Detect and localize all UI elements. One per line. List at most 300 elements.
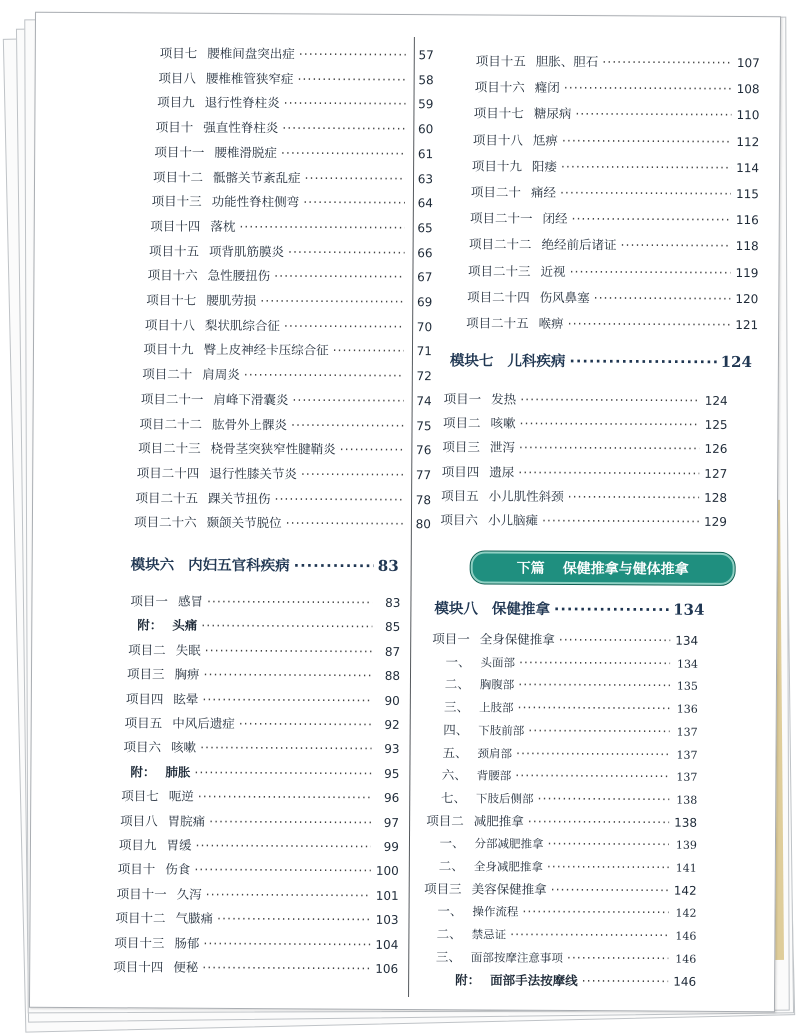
- leader-dots: [281, 145, 405, 161]
- entry-code: 项目二: [426, 812, 464, 828]
- leader-dots: [594, 290, 731, 306]
- entry-code: 项目十八: [472, 132, 523, 148]
- toc-entry[interactable]: [455, 970, 696, 993]
- entry-page: 110: [736, 108, 760, 123]
- module-title: 保健推拿: [491, 601, 550, 618]
- entry-page: 104: [375, 937, 399, 952]
- entry-title: 下肢后侧部: [476, 791, 534, 806]
- entry-title: 面部手法按摩线: [490, 972, 578, 988]
- toc-entry[interactable]: [468, 261, 759, 285]
- entry-page: 112: [736, 134, 760, 149]
- entry-title: 下肢前部: [478, 723, 525, 738]
- toc-entry[interactable]: [440, 510, 727, 534]
- toc-entry[interactable]: [121, 786, 399, 810]
- entry-page: 92: [384, 717, 400, 732]
- entry-title: 绝经前后诸证: [541, 237, 617, 253]
- module-heading[interactable]: [450, 349, 752, 379]
- toc-entry[interactable]: [127, 664, 400, 688]
- entry-title: 臀上皮神经卡压综合征: [203, 342, 329, 358]
- entry-page: 134: [675, 633, 699, 648]
- entry-code: 项目十六: [474, 79, 525, 95]
- toc-entry[interactable]: [117, 884, 399, 908]
- entry-page: 99: [383, 839, 399, 854]
- toc-entry[interactable]: [445, 675, 698, 699]
- entry-code: 项目三: [442, 439, 480, 455]
- toc-entry[interactable]: [158, 68, 433, 92]
- entry-page: 137: [676, 725, 698, 739]
- entry-title: 头痛: [172, 617, 198, 634]
- leader-dots: [602, 54, 732, 70]
- entry-page: 137: [676, 748, 698, 762]
- entry-page: 108: [736, 82, 760, 97]
- toc-entry[interactable]: [437, 902, 696, 926]
- entry-page: 80: [415, 517, 431, 532]
- entry-page: 126: [704, 442, 728, 457]
- leader-dots: [519, 654, 670, 670]
- entry-title: 禁忌证: [471, 927, 507, 942]
- leader-dots: [559, 632, 671, 648]
- leader-dots: [194, 765, 371, 781]
- toc-entry[interactable]: [137, 463, 432, 487]
- toc-entry[interactable]: [442, 438, 727, 462]
- leader-dots: [303, 195, 405, 211]
- entry-page: 100: [375, 864, 399, 879]
- entry-code: 一、: [445, 653, 471, 670]
- entry-code: 五、: [442, 744, 468, 760]
- entry-title: 胃缓: [166, 837, 192, 853]
- entry-title: 肠郁: [174, 935, 200, 951]
- banner-title: 保健推拿与健体推拿: [562, 560, 689, 578]
- entry-code: 项目二十一: [140, 391, 204, 407]
- entry-page: 119: [735, 265, 759, 280]
- entry-title: 操作流程: [472, 904, 519, 920]
- toc-left-column: [36, 13, 434, 976]
- entry-code: 二、: [438, 858, 464, 874]
- leader-dots: [528, 723, 669, 739]
- toc-entry[interactable]: [469, 235, 759, 259]
- entry-page: 118: [735, 239, 759, 254]
- entry-code: 项目十六: [147, 267, 198, 284]
- entry-page: 67: [417, 270, 433, 285]
- entry-page: 75: [416, 418, 432, 433]
- module-heading[interactable]: [434, 597, 704, 627]
- entry-title: 咳嗽: [171, 739, 197, 756]
- entry-code: 项目二: [442, 415, 481, 431]
- entry-title: 背腰部: [476, 768, 512, 783]
- leader-dots: [548, 836, 669, 852]
- toc-entry[interactable]: [160, 43, 434, 67]
- entry-code: 项目九: [118, 837, 157, 853]
- entry-title: 中风后遗症: [172, 715, 235, 731]
- entry-code: 二、: [444, 676, 470, 692]
- entry-title: 尪痹: [532, 132, 558, 148]
- entry-code: 项目十四: [150, 218, 201, 234]
- entry-title: 痛经: [530, 184, 557, 200]
- entry-title: 全身保健推拿: [479, 631, 555, 647]
- toc-entry[interactable]: [152, 192, 433, 216]
- leader-dots: [571, 211, 730, 227]
- entry-code: 项目二十一: [469, 210, 533, 226]
- leader-dots: [297, 71, 405, 87]
- leader-dots: [244, 367, 404, 383]
- entry-title: 骶髂关节紊乱症: [213, 169, 301, 185]
- entry-code: 项目十九: [143, 341, 194, 358]
- toc-entry[interactable]: [125, 713, 400, 737]
- toc-entry[interactable]: [114, 933, 398, 957]
- entry-code: 附：: [130, 764, 156, 780]
- entry-code: 二、: [436, 926, 462, 942]
- leader-dots: [274, 491, 403, 507]
- leader-dots: [239, 716, 372, 732]
- entry-code: 项目三: [424, 880, 462, 897]
- entry-page: 138: [674, 815, 698, 830]
- entry-page: 72: [416, 369, 432, 384]
- toc-entry[interactable]: [149, 241, 433, 265]
- entry-page: 146: [675, 952, 697, 966]
- module-page: 124: [720, 352, 752, 372]
- toc-entry[interactable]: [439, 834, 697, 858]
- entry-title: 胸痹: [174, 666, 200, 682]
- leader-dots: [538, 791, 670, 807]
- entry-code: 项目六: [123, 739, 162, 755]
- entry-code: 项目二十五: [135, 489, 199, 506]
- leader-dots: [284, 96, 406, 112]
- entry-title: 伤食: [165, 861, 191, 878]
- entry-title: 上肢部: [478, 700, 514, 715]
- entry-code: 项目二十五: [466, 315, 529, 331]
- leader-dots: [294, 558, 374, 574]
- leader-dots: [551, 882, 669, 898]
- toc-entry[interactable]: [442, 462, 728, 486]
- toc-entry[interactable]: [442, 743, 697, 767]
- toc-entry[interactable]: [138, 439, 431, 463]
- entry-title: 桡骨茎突狭窄性腱鞘炎: [210, 440, 336, 457]
- leader-dots: [547, 859, 669, 875]
- leader-dots: [282, 120, 405, 136]
- entry-page: 146: [673, 974, 697, 989]
- leader-dots: [568, 489, 700, 505]
- toc-entry[interactable]: [141, 389, 432, 413]
- entry-title: 胆胀、胆石: [535, 53, 599, 70]
- toc-entry[interactable]: [142, 364, 432, 388]
- toc-entry[interactable]: [472, 156, 759, 180]
- entry-page: 78: [415, 492, 432, 507]
- toc-entry[interactable]: [156, 118, 434, 142]
- entry-page: 65: [417, 220, 433, 236]
- leader-dots: [286, 516, 403, 532]
- entry-page: 63: [417, 171, 434, 186]
- entry-page: 85: [384, 620, 401, 635]
- entry-title: 胸腹部: [479, 677, 515, 693]
- entry-title: 癃闭: [534, 79, 560, 96]
- toc-entry[interactable]: [130, 591, 400, 615]
- leader-dots: [200, 740, 372, 756]
- toc-entry[interactable]: [466, 313, 758, 337]
- leader-dots: [195, 838, 371, 854]
- entry-page: 127: [704, 466, 728, 481]
- toc-entry[interactable]: [442, 765, 698, 789]
- leader-dots: [205, 643, 373, 659]
- leader-dots: [291, 417, 404, 433]
- entry-code: 附：: [455, 971, 481, 987]
- entry-page: 57: [418, 48, 434, 63]
- entry-page: 114: [736, 160, 760, 175]
- entry-title: 全身减肥推拿: [473, 859, 543, 874]
- toc-entry[interactable]: [426, 811, 697, 835]
- module-title: 内妇五官科疾病: [188, 557, 290, 575]
- entry-title: 小儿脑瘫: [487, 512, 539, 528]
- entry-title: 便秘: [173, 959, 199, 975]
- banner-part: 下篇: [516, 560, 545, 577]
- entry-title: 遗尿: [489, 464, 515, 480]
- entry-page: 129: [703, 514, 727, 529]
- leader-dots: [516, 745, 670, 761]
- entry-title: 美容保健推拿: [471, 881, 547, 897]
- toc-entry[interactable]: [441, 788, 697, 812]
- entry-page: 58: [418, 72, 434, 87]
- entry-title: 感冒: [177, 593, 204, 609]
- leader-dots: [202, 691, 372, 707]
- toc-entry[interactable]: [128, 640, 400, 664]
- entry-code: 项目十三: [151, 193, 202, 209]
- toc-entry[interactable]: [444, 697, 698, 721]
- entry-page: 139: [675, 838, 697, 853]
- entry-code: 项目十五: [475, 53, 526, 69]
- entry-code: 项目一: [432, 631, 470, 647]
- toc-entry[interactable]: [436, 947, 697, 971]
- toc-entry[interactable]: [157, 93, 434, 117]
- entry-code: 项目二: [128, 642, 166, 658]
- leader-dots: [274, 268, 404, 284]
- toc-entry[interactable]: [126, 689, 400, 713]
- entry-title: 退行性膝关节炎: [209, 465, 297, 482]
- entry-title: 糖尿病: [533, 106, 572, 122]
- entry-page: 74: [416, 393, 432, 408]
- entry-title: 发热: [491, 391, 517, 407]
- entry-page: 70: [416, 319, 433, 334]
- leader-dots: [206, 887, 371, 903]
- toc-entry[interactable]: [470, 209, 759, 233]
- toc-entry[interactable]: [153, 167, 433, 191]
- entry-code: 一、: [439, 835, 465, 851]
- entry-title: 腰椎滑脱症: [214, 144, 277, 161]
- entry-page: 128: [704, 490, 728, 505]
- entry-code: 项目二十二: [468, 236, 532, 253]
- entry-page: 77: [415, 467, 432, 483]
- entry-code: 项目十一: [116, 886, 167, 902]
- leader-dots: [207, 594, 373, 610]
- entry-code: 项目一: [130, 593, 169, 609]
- entry-title: 小儿肌性斜颈: [488, 488, 564, 504]
- leader-dots: [202, 960, 370, 976]
- toc-entry[interactable]: [150, 216, 433, 240]
- entry-code: 项目八: [120, 812, 158, 829]
- entry-title: 减肥推拿: [473, 813, 524, 829]
- entry-page: 96: [383, 791, 400, 806]
- entry-page: 83: [385, 595, 401, 610]
- toc-entry[interactable]: [437, 924, 697, 948]
- entry-title: 功能性脊柱侧弯: [211, 194, 300, 210]
- entry-code: 六、: [441, 767, 467, 783]
- entry-page: 69: [416, 295, 433, 310]
- entry-page: 138: [676, 793, 698, 807]
- toc-entry[interactable]: [146, 290, 432, 314]
- entry-code: 项目十二: [115, 910, 166, 926]
- entry-page: 107: [736, 56, 760, 71]
- entry-code: 项目四: [441, 463, 480, 480]
- entry-title: 阳痿: [531, 158, 557, 174]
- module-page: 83: [377, 556, 399, 575]
- leader-dots: [194, 862, 371, 878]
- toc-entry[interactable]: [441, 486, 727, 510]
- toc-entry[interactable]: [139, 414, 431, 438]
- leader-dots: [561, 159, 731, 175]
- entry-page: 93: [384, 742, 400, 757]
- leader-dots: [260, 293, 404, 309]
- leader-dots: [201, 618, 372, 634]
- entry-code: 项目四: [125, 690, 164, 707]
- entry-title: 咳嗽: [490, 415, 516, 431]
- leader-dots: [510, 927, 668, 943]
- entry-page: 121: [735, 318, 759, 333]
- leader-dots: [520, 416, 700, 432]
- entry-code: 项目十八: [144, 317, 195, 333]
- entry-code: 项目二十: [142, 366, 193, 382]
- entry-page: 146: [675, 929, 697, 943]
- leader-dots: [517, 700, 669, 716]
- entry-page: 135: [676, 680, 698, 694]
- toc-entry[interactable]: [154, 142, 433, 166]
- toc-entry[interactable]: [445, 652, 698, 676]
- toc-entry[interactable]: [471, 182, 759, 206]
- entry-code: 项目十二: [152, 168, 204, 185]
- toc-entry[interactable]: [473, 130, 760, 154]
- entry-page: 103: [375, 913, 399, 928]
- toc-entry[interactable]: [424, 879, 697, 903]
- entry-code: 项目五: [124, 715, 163, 731]
- toc-entry[interactable]: [144, 340, 433, 364]
- entry-title: 肩峰下滑囊炎: [213, 391, 289, 408]
- leader-dots: [528, 813, 669, 829]
- part-banner: [471, 551, 735, 585]
- entry-title: 颈肩部: [477, 745, 513, 761]
- leader-dots: [292, 392, 403, 408]
- module-heading[interactable]: [131, 553, 399, 583]
- entry-code: 项目二十六: [134, 514, 197, 531]
- entry-title: 呃逆: [168, 788, 194, 804]
- toc-entry[interactable]: [134, 513, 431, 537]
- entry-page: 61: [417, 146, 434, 161]
- toc-entry[interactable]: [130, 762, 399, 786]
- leader-dots: [518, 677, 670, 693]
- toc-entry[interactable]: [137, 616, 400, 640]
- entry-title: 眩晕: [173, 691, 199, 707]
- toc-entry[interactable]: [475, 78, 760, 102]
- entry-title: 腰肌劳损: [206, 292, 257, 309]
- leader-dots: [554, 602, 669, 619]
- toc-entry[interactable]: [474, 104, 760, 128]
- toc-entry[interactable]: [115, 908, 398, 932]
- entry-page: 142: [675, 907, 697, 921]
- entry-page: 120: [735, 291, 759, 306]
- module-code: 模块六: [130, 557, 175, 574]
- leader-dots: [239, 219, 404, 235]
- module-title: 儿科疾病: [507, 353, 566, 370]
- entry-page: 76: [416, 443, 432, 458]
- leader-dots: [217, 911, 371, 927]
- leader-dots: [567, 950, 668, 966]
- toc-entry[interactable]: [443, 720, 698, 744]
- leader-dots: [203, 935, 370, 951]
- entry-code: 项目十: [155, 119, 194, 135]
- toc-entry[interactable]: [439, 856, 697, 880]
- entry-code: 项目十七: [146, 292, 197, 308]
- toc-entry[interactable]: [476, 51, 760, 75]
- entry-code: 附：: [137, 617, 163, 633]
- leader-dots: [198, 789, 372, 805]
- leader-dots: [560, 185, 731, 201]
- toc-entry[interactable]: [444, 389, 728, 413]
- entry-title: 胃脘痛: [167, 813, 206, 829]
- toc-entry[interactable]: [118, 860, 399, 884]
- entry-page: 59: [418, 97, 434, 112]
- entry-title: 近视: [540, 263, 566, 279]
- toc-entry[interactable]: [123, 738, 399, 762]
- leader-dots: [568, 316, 731, 332]
- toc-entry[interactable]: [119, 835, 399, 859]
- entry-title: 腰椎间盘突出症: [207, 45, 295, 62]
- entry-code: 项目一: [443, 391, 482, 407]
- leader-dots: [203, 667, 372, 683]
- leader-dots: [301, 466, 403, 482]
- entry-code: 项目二十三: [468, 262, 531, 279]
- entry-title: 急性腰扭伤: [207, 268, 271, 284]
- entry-code: 项目十七: [473, 105, 524, 122]
- entry-code: 三、: [435, 948, 461, 965]
- entry-title: 久泻: [176, 886, 202, 902]
- entry-title: 退行性脊柱炎: [204, 95, 280, 111]
- entry-title: 腰椎椎管狭窄症: [205, 70, 294, 86]
- leader-dots: [522, 904, 668, 920]
- entry-code: 项目八: [158, 70, 197, 86]
- leader-dots: [575, 106, 731, 122]
- toc-entry[interactable]: [467, 287, 758, 311]
- toc-entry[interactable]: [120, 811, 399, 835]
- entry-page: 136: [676, 702, 698, 716]
- toc-entry[interactable]: [135, 488, 431, 512]
- entry-title: 闭经: [542, 211, 568, 227]
- entry-title: 头面部: [480, 655, 516, 670]
- entry-code: 项目十四: [113, 959, 164, 975]
- entry-page: 141: [675, 861, 697, 875]
- toc-entry[interactable]: [145, 315, 432, 339]
- entry-code: 项目七: [159, 45, 198, 61]
- toc-entry[interactable]: [113, 957, 398, 981]
- toc-entry[interactable]: [432, 629, 698, 653]
- entry-code: 项目二十四: [467, 289, 530, 305]
- entry-code: 项目五: [441, 488, 479, 504]
- entry-page: 66: [417, 245, 433, 260]
- entry-title: 踝关节扭伤: [207, 490, 271, 506]
- entry-code: 项目十一: [154, 144, 205, 160]
- entry-page: 64: [417, 196, 433, 211]
- toc-entry[interactable]: [443, 413, 728, 437]
- leader-dots: [570, 264, 731, 280]
- leader-dots: [333, 343, 404, 358]
- entry-page: 106: [375, 961, 399, 976]
- toc-entry[interactable]: [148, 266, 433, 290]
- entry-code: 项目九: [157, 94, 195, 111]
